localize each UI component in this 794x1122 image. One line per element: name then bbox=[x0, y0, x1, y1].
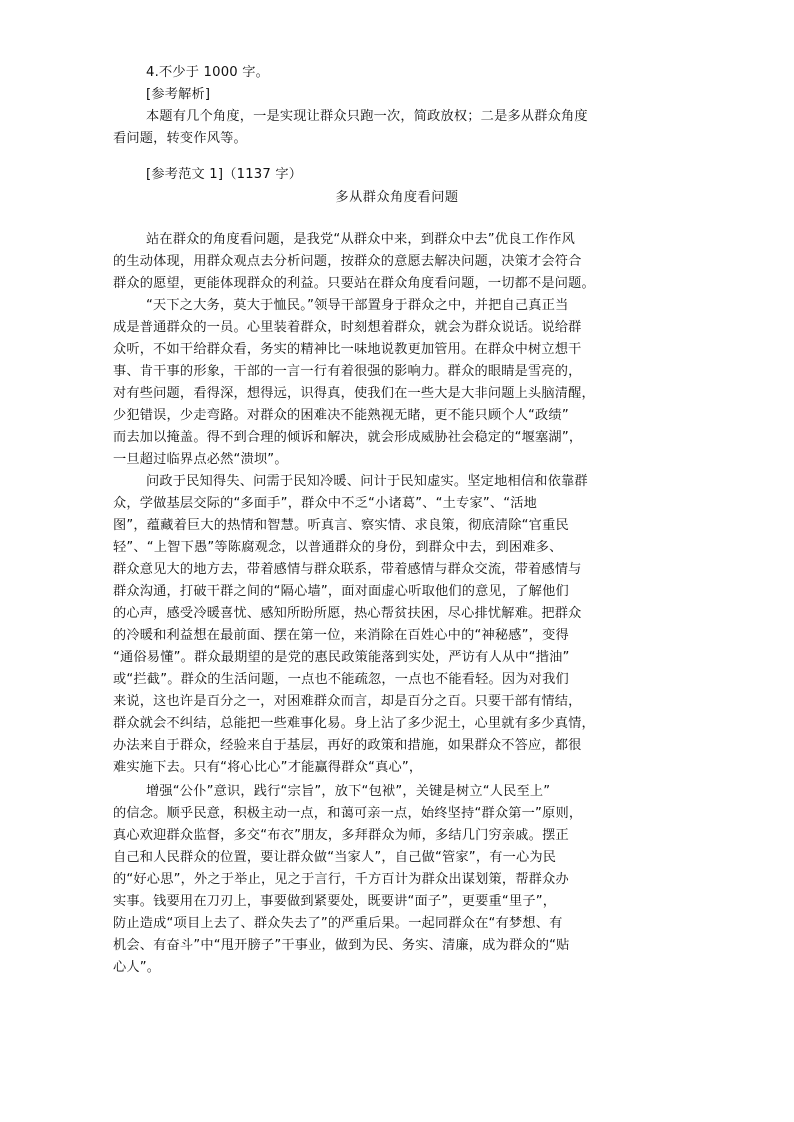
essay-line: 一旦超过临界点必然“溃坝”。 bbox=[113, 452, 288, 467]
essay-line: 群众沟通，打破干群之间的“隔心墙”，面对面虚心听取他们的意见，了解他们 bbox=[113, 584, 569, 599]
essay-line: 轻”、“上智下愚”等陈腐观念，以普通群众的身份，到群众中去，到困难多、 bbox=[113, 540, 563, 555]
essay-line: 心人”。 bbox=[113, 960, 161, 975]
essay-line: 成是普通群众的一员。心里装着群众，时刻想着群众，就会为群众说话。说给群 bbox=[113, 320, 582, 335]
essay-line: 而去加以掩盖。得不到合理的倾诉和解决，就会形成威胁社会稳定的“堰塞湖”， bbox=[113, 430, 583, 445]
requirement-item-4: 4.不少于 1000 字。 bbox=[146, 65, 270, 80]
essay-line: 的冷暖和利益想在最前面、摆在第一位，来消除在百姓心中的“神秘感”，变得 bbox=[113, 628, 569, 643]
essay-line: “通俗易懂”。群众最期望的是党的惠民政策能落到实处，严访有人从中“揩油” bbox=[113, 650, 570, 665]
essay-line: 群众的愿望，更能体现群众的利益。只要站在群众角度看问题，一切都不是问题。 bbox=[113, 276, 595, 291]
sample-essay-label: [参考范文 1]（1137 字） bbox=[146, 167, 303, 182]
essay-line: 难实施下去。只有“将心比心”才能赢得群众“真心”， bbox=[113, 760, 423, 775]
essay-line: 图”，蕴藏着巨大的热情和智慧。听真言、察实情、求良策，彻底清除“官重民 bbox=[113, 518, 569, 533]
essay-line: 机会、有奋斗”中“甩开膀子”干事业，做到为民、务实、清廉，成为群众的“贴 bbox=[113, 938, 570, 953]
essay-line: 或“拦截”。群众的生活问题，一点也不能疏忽，一点也不能看轻。因为对我们 bbox=[113, 672, 569, 687]
essay-line: 众，学做基层交际的“多面手”，群众中不乏“小诸葛”、“土专家”、“活地 bbox=[113, 496, 538, 511]
essay-line: 真心欢迎群众监督，多交“布衣”朋友，多拜群众为师，多结几门穷亲戚。摆正 bbox=[113, 828, 569, 843]
essay-title: 多从群众角度看问题 bbox=[335, 190, 459, 205]
essay-line: 的心声，感受冷暖喜忧、感知所盼所愿，热心帮贫扶困，尽心排忧解难。把群众 bbox=[113, 606, 582, 621]
essay-line: 群众意见大的地方去，带着感情与群众联系，带着感情与群众交流，带着感情与 bbox=[113, 562, 582, 577]
essay-line: 众听，不如干给群众看，务实的精神比一味地说教更加管用。在群众中树立想干 bbox=[113, 342, 582, 357]
analysis-line: 看问题，转变作风等。 bbox=[113, 131, 247, 146]
essay-line: 增强“公仆”意识，践行“宗旨”，放下“包袱”，关键是树立“人民至上” bbox=[146, 784, 551, 799]
analysis-line: 本题有几个角度，一是实现让群众只跑一次，简政放权；二是多从群众角度 bbox=[146, 109, 588, 124]
essay-line: 群众就会不纠结，总能把一些难事化易。身上沾了多少泥土，心里就有多少真情， bbox=[113, 716, 595, 731]
essay-line: 站在群众的角度看问题，是我党“从群众中来，到群众中去”优良工作作风 bbox=[146, 232, 576, 247]
essay-line: 自己和人民群众的位置，要让群众做“当家人”，自己做“管家”，有一心为民 bbox=[113, 850, 557, 865]
essay-line: 办法来自于群众，经验来自于基层，再好的政策和措施，如果群众不答应，都很 bbox=[113, 738, 582, 753]
essay-line: 的信念。顺乎民意，积极主动一点，和蔼可亲一点，始终坚持“群众第一”原则， bbox=[113, 806, 583, 821]
essay-line: 的“好心思”，外之于举止，见之于言行，千方百计为群众出谋划策，帮群众办 bbox=[113, 872, 569, 887]
essay-line: 对有些问题，看得深，想得远，识得真，使我们在一些大是大非问题上头脑清醒， bbox=[113, 386, 595, 401]
analysis-heading: [参考解析] bbox=[146, 87, 211, 102]
essay-line: 少犯错误，少走弯路。对群众的困难决不能熟视无睹，更不能只顾个人“政绩” bbox=[113, 408, 569, 423]
essay-line: 实事。钱要用在刀刃上，事要做到紧要处，既要讲“面子”，更要重“里子”， bbox=[113, 894, 557, 909]
essay-line: “天下之大务，莫大于恤民。”领导干部置身于群众之中，并把自己真正当 bbox=[146, 298, 569, 313]
essay-line: 问政于民知得失、问需于民知冷暖、问计于民知虚实。坚定地相信和依靠群 bbox=[146, 474, 588, 489]
essay-line: 来说，这也许是百分之一，对困难群众而言，却是百分之百。只要干部有情结， bbox=[113, 694, 582, 709]
essay-line: 防止造成“项目上去了、群众失去了”的严重后果。一起同群众在“有梦想、有 bbox=[113, 916, 563, 931]
essay-line: 的生动体现，用群众观点去分析问题，按群众的意愿去解决问题，决策才会符合 bbox=[113, 254, 582, 269]
essay-line: 事、肯干事的形象，干部的一言一行有着很强的影响力。群众的眼睛是雪亮的， bbox=[113, 364, 582, 379]
